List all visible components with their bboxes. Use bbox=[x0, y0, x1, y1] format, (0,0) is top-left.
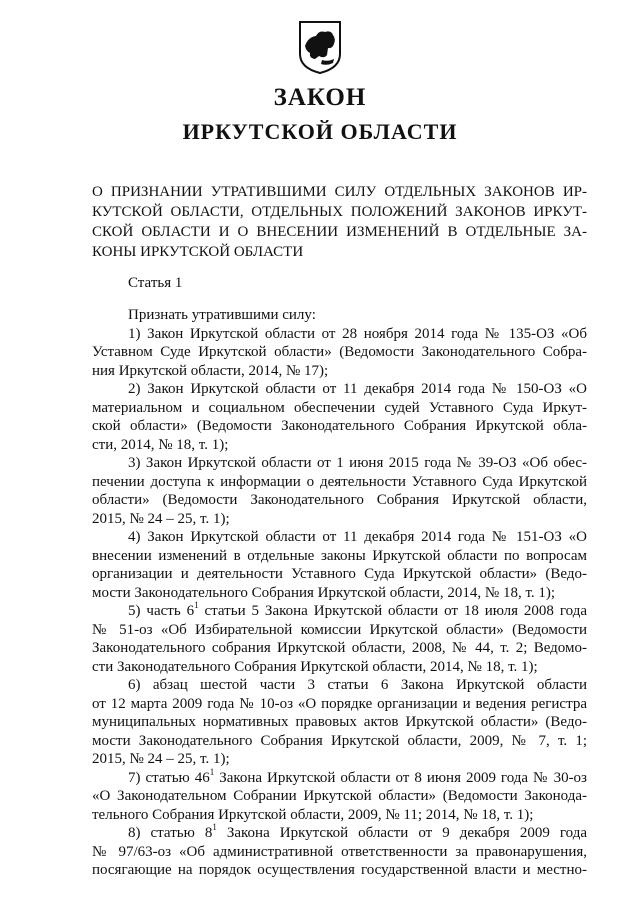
heading-line: О ПРИЗНАНИИ УТРАТИВШИМИ СИЛУ ОТДЕЛЬНЫХ ЗАКОНОВ ИР- bbox=[92, 184, 587, 200]
item-8-line bbox=[92, 824, 587, 843]
item-8-text: 8) статью 8 bbox=[128, 825, 213, 841]
item-6-line: мости Законодательного Собрания Иркутской области, 2009, № 7, т. 1; bbox=[92, 732, 587, 749]
item-7-text: 7) статью 46 bbox=[128, 769, 210, 786]
law-heading bbox=[92, 182, 587, 262]
heading-line: КУТСКОЙ ОБЛАСТИ, ОТДЕЛЬНЫХ ПОЛОЖЕНИЙ ЗАКОНОВ ИРКУТ- bbox=[92, 204, 587, 220]
item-5-text: 5) часть 6 bbox=[128, 603, 195, 619]
item-3-line: печении доступа к информации о деятельности Уставного Суда Иркутской bbox=[92, 473, 587, 490]
item-5-line: № 51-оз «Об Избирательной комиссии Иркутской области» (Ведомости bbox=[92, 621, 587, 638]
item-3-line: 2015, № 24 – 25, т. 1); bbox=[92, 510, 230, 527]
item-3-line: 3) Закон Иркутской области от 1 июня 2015 года № 39-ОЗ «Об обес- bbox=[128, 455, 587, 471]
item-7-line: тельного Собрания Иркутской области, 2009, № 11; 2014, № 18, т. 1); bbox=[92, 806, 534, 823]
item-4-line: внесении изменений в отдельные законы Иркутской области по вопросам bbox=[92, 547, 587, 564]
item-7-text: Закона Иркутской области от 8 июня 2009 года № 30-оз bbox=[214, 769, 587, 786]
heading-line: СКОЙ ОБЛАСТИ И О ВНЕСЕНИИ ИЗМЕНЕНИЙ В ОТДЕЛЬНЫЕ ЗА- bbox=[92, 224, 587, 240]
item-8-line: № 97/63-оз «Об административной ответственности за правонарушения, bbox=[92, 843, 587, 860]
item-4-line: 4) Закон Иркутской области от 11 декабря 2014 года № 151-ОЗ «О bbox=[128, 529, 587, 545]
item-5-line: сти Законодательного Собрания Иркутской области, 2014, № 18, т. 1); bbox=[92, 658, 538, 675]
item-6-line: муниципальных нормативных правовых актов Иркутской области» (Ведо- bbox=[92, 714, 587, 730]
item-1-line: 1) Закон Иркутской области от 28 ноября 2014 года № 135-ОЗ «Об bbox=[128, 325, 587, 342]
item-1-line: ния Иркутской области, 2014, № 17); bbox=[92, 362, 329, 379]
superscript: 1 bbox=[194, 600, 199, 610]
item-8-line: посягающие на порядок осуществления государственной власти и местно- bbox=[92, 862, 587, 878]
superscript: 1 bbox=[209, 766, 215, 777]
heading-line: КОНЫ ИРКУТСКОЙ ОБЛАСТИ bbox=[92, 244, 304, 260]
item-2-line: сти, 2014, № 18, т. 1); bbox=[92, 436, 229, 453]
item-1-line: Уставном Суде Иркутской области» (Ведомости Законодательного Собра- bbox=[92, 344, 587, 360]
superscript: 1 bbox=[212, 822, 217, 832]
item-4-line: мости Законодательного Собрания Иркутской области, 2014, № 18, т. 1); bbox=[92, 584, 556, 601]
item-6-line: 2015, № 24 – 25, т. 1); bbox=[92, 751, 230, 767]
article-label: Статья 1 bbox=[128, 275, 183, 291]
item-2-line: 2) Закон Иркутской области от 11 декабря 2014 года № 150-ОЗ «О bbox=[128, 381, 587, 397]
item-3-line: области» (Ведомости Законодательного Собрания Иркутской области, bbox=[92, 492, 587, 508]
document-type-title: ЗАКОН bbox=[273, 84, 367, 111]
item-6-line: 6) абзац шестой части 3 статьи 6 Закона Иркутской области bbox=[128, 677, 587, 693]
item-5-line bbox=[92, 602, 587, 621]
item-7-line bbox=[92, 766, 587, 788]
body-intro: Признать утратившими силу: bbox=[128, 307, 316, 323]
item-7-line: «О Законодательном Собрании Иркутской области» (Ведомости Законода- bbox=[92, 788, 587, 804]
item-2-line: ской области» (Ведомости Законодательного Собрания Иркутской обла- bbox=[92, 418, 587, 434]
item-4-line: организации и деятельности Уставного Суда Иркутской области» (Ведо- bbox=[92, 566, 587, 582]
item-6-line: от 12 марта 2009 года № 10-оз «О порядке организации и ведения регистра bbox=[92, 695, 587, 712]
item-2-line: материальном и социальном обеспечении судей Уставного Суда Иркут- bbox=[92, 399, 587, 416]
item-5-text: статьи 5 Закона Иркутской области от 18 июля 2008 года bbox=[198, 603, 587, 619]
region-title: ИРКУТСКОЙ ОБЛАСТИ bbox=[182, 119, 458, 144]
item-5-line: Законодательного собрания Иркутской области, 2008, № 44, т. 2; Ведомо- bbox=[92, 640, 587, 656]
item-8-text: Закона Иркутской области от 9 декабря 2009 года bbox=[216, 825, 587, 841]
article-body bbox=[92, 306, 587, 880]
coat-of-arms-icon bbox=[298, 20, 342, 74]
